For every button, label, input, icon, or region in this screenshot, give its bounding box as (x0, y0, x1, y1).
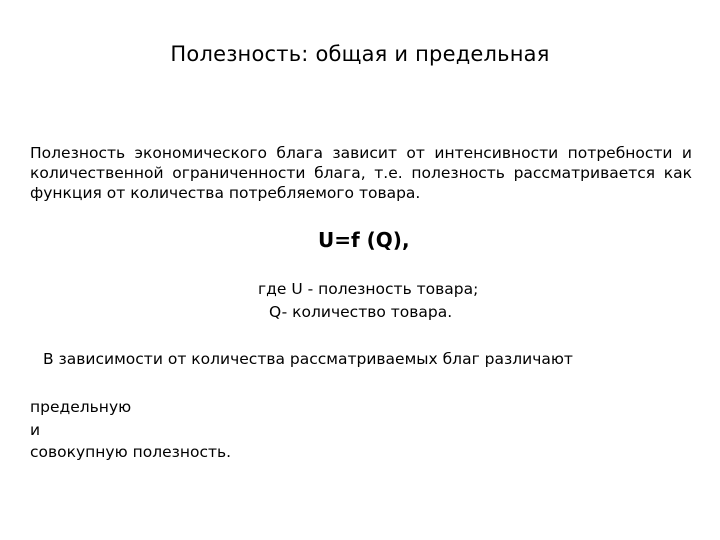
formula-legend-u: где U - полезность товара; (258, 280, 479, 298)
distinction-sentence: В зависимости от количества рассматриваемых благ различают (43, 350, 573, 368)
list-item: предельную (30, 398, 132, 416)
formula-legend-q: Q- количество товара. (269, 303, 453, 321)
intro-paragraph: Полезность экономического блага зависит от интенсивности потребности и количественной ограниченности блага, т.е. полезность рассматривается как функция от количества потребляемого товара. (30, 144, 692, 202)
utility-formula: U=f (Q), (318, 228, 410, 252)
list-item: и (30, 420, 41, 439)
list-item: совокупную полезность. (30, 443, 232, 461)
utility-kinds-list (30, 396, 231, 464)
slide-title: Полезность: общая и предельная (170, 42, 550, 66)
